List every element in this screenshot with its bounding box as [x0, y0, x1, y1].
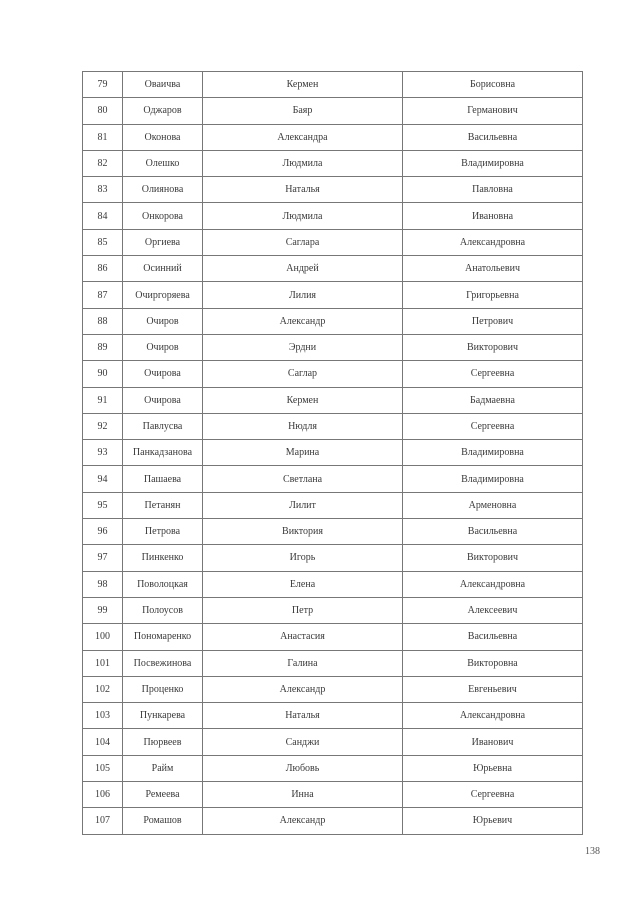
first-name-cell: Людмила: [203, 203, 403, 229]
last-name-cell: Панкадзанова: [123, 440, 203, 466]
table-row: [83, 650, 583, 676]
row-number-cell: 95: [83, 492, 123, 518]
last-name-cell: Пинкенко: [123, 545, 203, 571]
first-name-cell: Наталья: [203, 177, 403, 203]
patronymic-cell: Арменовна: [403, 492, 583, 518]
table-row: [83, 308, 583, 334]
patronymic-cell: Васильевна: [403, 519, 583, 545]
patronymic-cell: Александровна: [403, 229, 583, 255]
table-row: [83, 466, 583, 492]
table-row: [83, 177, 583, 203]
table-row: [83, 229, 583, 255]
row-number-cell: 91: [83, 387, 123, 413]
table-row: [83, 808, 583, 834]
table-row: [83, 282, 583, 308]
table-row: [83, 150, 583, 176]
patronymic-cell: Сергеевна: [403, 782, 583, 808]
patronymic-cell: Викторович: [403, 334, 583, 360]
table-row: [83, 755, 583, 781]
table-row: [83, 256, 583, 282]
row-number-cell: 87: [83, 282, 123, 308]
row-number-cell: 79: [83, 72, 123, 98]
row-number-cell: 102: [83, 676, 123, 702]
patronymic-cell: Анатольевич: [403, 256, 583, 282]
last-name-cell: Очиров: [123, 308, 203, 334]
last-name-cell: Осинний: [123, 256, 203, 282]
patronymic-cell: Сергеевна: [403, 361, 583, 387]
table-row: [83, 597, 583, 623]
row-number-cell: 98: [83, 571, 123, 597]
table-row: [83, 519, 583, 545]
row-number-cell: 107: [83, 808, 123, 834]
first-name-cell: Кермен: [203, 72, 403, 98]
last-name-cell: Пюрвеев: [123, 729, 203, 755]
page-number: 138: [585, 846, 600, 857]
first-name-cell: Наталья: [203, 703, 403, 729]
last-name-cell: Пункарева: [123, 703, 203, 729]
table-row: [83, 334, 583, 360]
table-row: [83, 676, 583, 702]
patronymic-cell: Викторовна: [403, 650, 583, 676]
first-name-cell: Александр: [203, 676, 403, 702]
names-table: [82, 71, 583, 835]
patronymic-cell: Евгеньевич: [403, 676, 583, 702]
last-name-cell: Очирова: [123, 387, 203, 413]
first-name-cell: Игорь: [203, 545, 403, 571]
table-row: [83, 361, 583, 387]
first-name-cell: Саглар: [203, 361, 403, 387]
last-name-cell: Поволоцкая: [123, 571, 203, 597]
row-number-cell: 85: [83, 229, 123, 255]
last-name-cell: Оваичва: [123, 72, 203, 98]
table-row: [83, 492, 583, 518]
first-name-cell: Людмила: [203, 150, 403, 176]
first-name-cell: Кермен: [203, 387, 403, 413]
row-number-cell: 97: [83, 545, 123, 571]
table-row: [83, 98, 583, 124]
first-name-cell: Лилит: [203, 492, 403, 518]
last-name-cell: Павлусва: [123, 413, 203, 439]
first-name-cell: Лилия: [203, 282, 403, 308]
first-name-cell: Галина: [203, 650, 403, 676]
table-row: [83, 782, 583, 808]
table-row: [83, 387, 583, 413]
last-name-cell: Петрова: [123, 519, 203, 545]
row-number-cell: 94: [83, 466, 123, 492]
last-name-cell: Оджаров: [123, 98, 203, 124]
last-name-cell: Ромашов: [123, 808, 203, 834]
first-name-cell: Александр: [203, 308, 403, 334]
last-name-cell: Оргиева: [123, 229, 203, 255]
row-number-cell: 83: [83, 177, 123, 203]
last-name-cell: Пашаева: [123, 466, 203, 492]
patronymic-cell: Ивановна: [403, 203, 583, 229]
row-number-cell: 88: [83, 308, 123, 334]
table-row: [83, 72, 583, 98]
row-number-cell: 89: [83, 334, 123, 360]
last-name-cell: Полоусов: [123, 597, 203, 623]
row-number-cell: 84: [83, 203, 123, 229]
last-name-cell: Пономаренко: [123, 624, 203, 650]
patronymic-cell: Германович: [403, 98, 583, 124]
patronymic-cell: Юрьевна: [403, 755, 583, 781]
first-name-cell: Виктория: [203, 519, 403, 545]
first-name-cell: Любовь: [203, 755, 403, 781]
first-name-cell: Светлана: [203, 466, 403, 492]
last-name-cell: Ремеева: [123, 782, 203, 808]
first-name-cell: Санджи: [203, 729, 403, 755]
row-number-cell: 99: [83, 597, 123, 623]
first-name-cell: Баяр: [203, 98, 403, 124]
row-number-cell: 106: [83, 782, 123, 808]
patronymic-cell: Александровна: [403, 703, 583, 729]
row-number-cell: 100: [83, 624, 123, 650]
patronymic-cell: Сергеевна: [403, 413, 583, 439]
table-row: [83, 571, 583, 597]
patronymic-cell: Юрьевич: [403, 808, 583, 834]
patronymic-cell: Владимировна: [403, 440, 583, 466]
last-name-cell: Очирова: [123, 361, 203, 387]
row-number-cell: 86: [83, 256, 123, 282]
first-name-cell: Эрдни: [203, 334, 403, 360]
first-name-cell: Елена: [203, 571, 403, 597]
patronymic-cell: Алексеевич: [403, 597, 583, 623]
table-row: [83, 203, 583, 229]
row-number-cell: 96: [83, 519, 123, 545]
row-number-cell: 101: [83, 650, 123, 676]
table-row: [83, 545, 583, 571]
row-number-cell: 103: [83, 703, 123, 729]
patronymic-cell: Васильевна: [403, 624, 583, 650]
patronymic-cell: Павловна: [403, 177, 583, 203]
last-name-cell: Олешко: [123, 150, 203, 176]
last-name-cell: Райм: [123, 755, 203, 781]
last-name-cell: Олиянова: [123, 177, 203, 203]
patronymic-cell: Бадмаевна: [403, 387, 583, 413]
row-number-cell: 92: [83, 413, 123, 439]
first-name-cell: Нюдля: [203, 413, 403, 439]
table-row: [83, 703, 583, 729]
first-name-cell: Александра: [203, 124, 403, 150]
table-row: [83, 440, 583, 466]
last-name-cell: Оконова: [123, 124, 203, 150]
table-row: [83, 124, 583, 150]
row-number-cell: 104: [83, 729, 123, 755]
last-name-cell: Очиргоряева: [123, 282, 203, 308]
table-row: [83, 624, 583, 650]
row-number-cell: 105: [83, 755, 123, 781]
table-row: [83, 729, 583, 755]
last-name-cell: Петанян: [123, 492, 203, 518]
table-row: [83, 413, 583, 439]
last-name-cell: Проценко: [123, 676, 203, 702]
first-name-cell: Анастасия: [203, 624, 403, 650]
patronymic-cell: Петрович: [403, 308, 583, 334]
last-name-cell: Очиров: [123, 334, 203, 360]
first-name-cell: Александр: [203, 808, 403, 834]
first-name-cell: Марина: [203, 440, 403, 466]
last-name-cell: Онкорова: [123, 203, 203, 229]
patronymic-cell: Иванович: [403, 729, 583, 755]
patronymic-cell: Александровна: [403, 571, 583, 597]
row-number-cell: 82: [83, 150, 123, 176]
patronymic-cell: Викторович: [403, 545, 583, 571]
patronymic-cell: Григорьевна: [403, 282, 583, 308]
first-name-cell: Саглара: [203, 229, 403, 255]
patronymic-cell: Васильевна: [403, 124, 583, 150]
first-name-cell: Инна: [203, 782, 403, 808]
first-name-cell: Андрей: [203, 256, 403, 282]
last-name-cell: Посвежинова: [123, 650, 203, 676]
row-number-cell: 81: [83, 124, 123, 150]
row-number-cell: 90: [83, 361, 123, 387]
patronymic-cell: Борисовна: [403, 72, 583, 98]
table-body: [83, 72, 583, 835]
row-number-cell: 93: [83, 440, 123, 466]
patronymic-cell: Владимировна: [403, 466, 583, 492]
first-name-cell: Петр: [203, 597, 403, 623]
row-number-cell: 80: [83, 98, 123, 124]
patronymic-cell: Владимировна: [403, 150, 583, 176]
